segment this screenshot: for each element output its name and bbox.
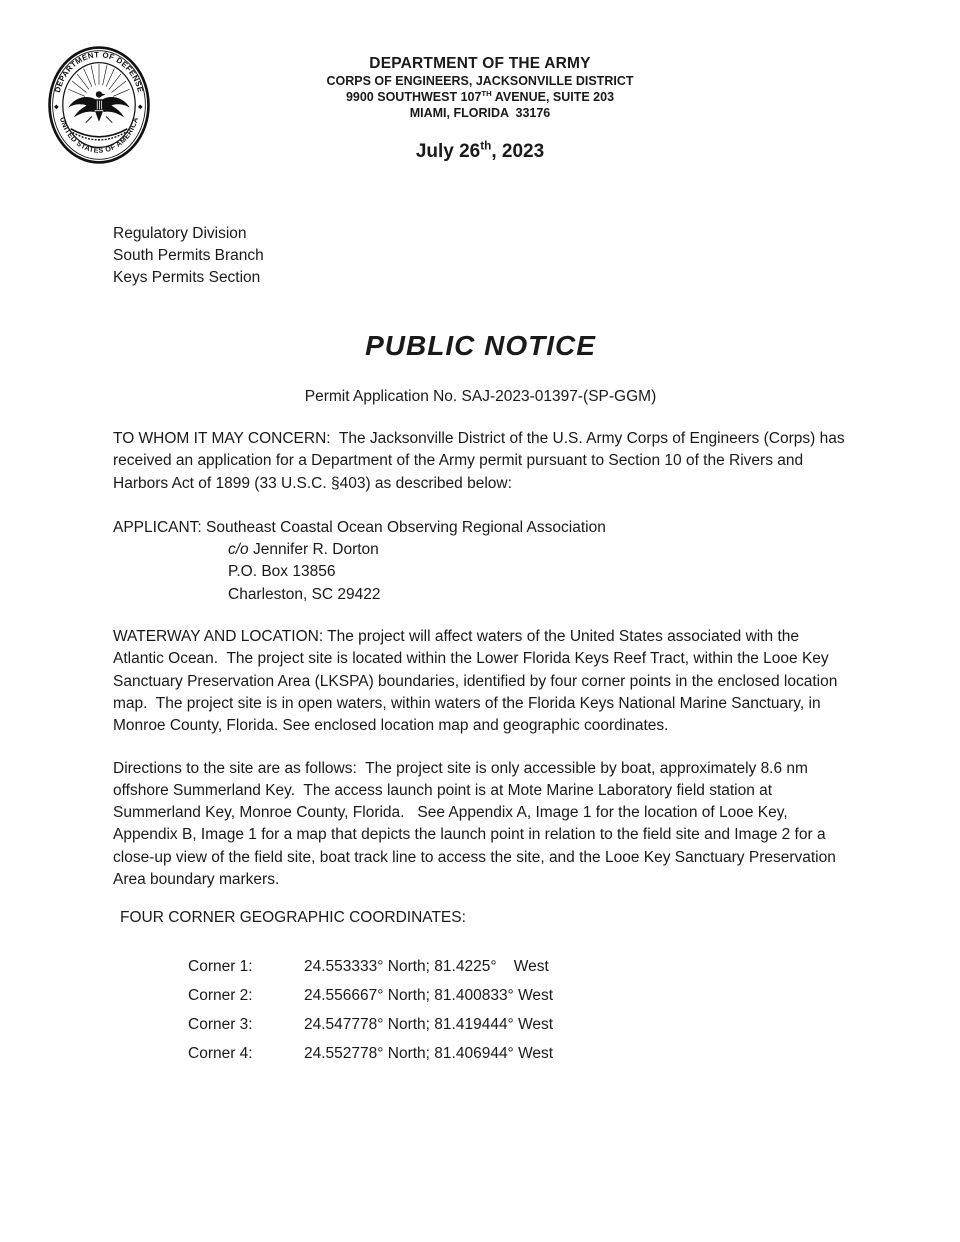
seal-star-right: ◆ [137, 103, 143, 111]
corner-value: 24.553333° North; 81.4225° West [304, 957, 549, 975]
corner-label: Corner 2: [188, 986, 253, 1004]
page-title: PUBLIC NOTICE [365, 330, 596, 361]
seal-bottom-text: UNITED STATES OF AMERICA [57, 115, 141, 155]
office-line-branch: South Permits Branch [113, 247, 264, 264]
seal-top-text: DEPARTMENT OF DEFENSE [52, 50, 146, 94]
corner-label: Corner 4: [188, 1044, 253, 1062]
applicant-city-line: Charleston, SC 29422 [228, 585, 381, 603]
address-street-pre: 9900 SOUTHWEST 107 [345, 90, 482, 104]
letter-body [0, 223, 960, 1068]
district-line: CORPS OF ENGINEERS, JACKSONVILLE DISTRICT [326, 74, 634, 88]
applicant-block [113, 517, 848, 606]
seal-star-left: ◆ [53, 103, 59, 111]
applicant-care-of-line [228, 539, 848, 561]
agency-name: DEPARTMENT OF THE ARMY [369, 55, 591, 72]
corner-row [113, 1039, 848, 1068]
address-street-ordinal: TH [481, 88, 492, 98]
office-line-division: Regulatory Division [113, 225, 247, 242]
care-of-name: Jennifer R. Dorton [248, 541, 379, 559]
corner-label: Corner 3: [188, 1015, 253, 1033]
applicant-po-box-line: P.O. Box 13856 [228, 563, 336, 581]
department-of-defense-seal-icon [46, 44, 152, 166]
intro-paragraph: TO WHOM IT MAY CONCERN: The Jacksonville District of the U.S. Army Corps of Engineers (Corps) has received an application for a Department of the Army permit pursuant to Section 10 of the Rivers and Harbors Act of 1899 (33 U.S.C. §403) as described below: [113, 430, 849, 492]
date-pre: July 26 [415, 141, 481, 162]
corner-coordinates-list [113, 952, 848, 1068]
corner-value: 24.547778° North; 81.419444° West [304, 1015, 554, 1033]
applicant-name-line: APPLICANT: Southeast Coastal Ocean Observing Regional Association [113, 518, 606, 536]
office-block [113, 223, 848, 289]
waterway-location-paragraph: WATERWAY AND LOCATION: The project will affect waters of the United States associated with the Atlantic Ocean. The project site is located within the Lower Florida Keys Reef Tract, within the Looe Key Sanctuary Preservation Area (LKSPA) boundaries, identified by four corner points in the enclosed location map. The project site is in open waters, within waters of the Florida Keys National Marine Sanctuary, in Monroe County, Florida. See enclosed location map and geographic coordinates. [113, 628, 842, 735]
corner-label: Corner 1: [188, 957, 253, 975]
directions-paragraph: Directions to the site are as follows: The project site is only accessible by boat, approximately 8.6 nm offshore Summerland Key. The access launch point is at Mote Marine Laboratory field station at Summerland Key, Monroe County, Florida. See Appendix A, Image 1 for the location of Looe Key, Appendix B, Image 1 for a map that depicts the launch point in relation to the field site and Image 2 for a close-up view of the field site, boat track line to access the site, and the Looe Key Sanctuary Preservation Area boundary markers. [113, 759, 840, 889]
address-street-post: AVENUE, SUITE 203 [491, 90, 615, 104]
permit-application-number: Permit Application No. SAJ-2023-01397-(SP-GGM) [304, 388, 657, 405]
address-city-line: MIAMI, FLORIDA 33176 [409, 106, 551, 120]
date-post: , 2023 [491, 141, 545, 162]
corner-row [113, 952, 848, 981]
office-line-section: Keys Permits Section [113, 269, 261, 286]
date-ordinal: th [480, 139, 492, 153]
corner-row [113, 1010, 848, 1039]
coordinates-heading: FOUR CORNER GEOGRAPHIC COORDINATES: [120, 909, 466, 927]
corner-value: 24.552778° North; 81.406944° West [304, 1044, 554, 1062]
care-of-abbreviation: c/o [228, 541, 249, 559]
corner-row [113, 981, 848, 1010]
corner-value: 24.556667° North; 81.400833° West [304, 986, 554, 1004]
